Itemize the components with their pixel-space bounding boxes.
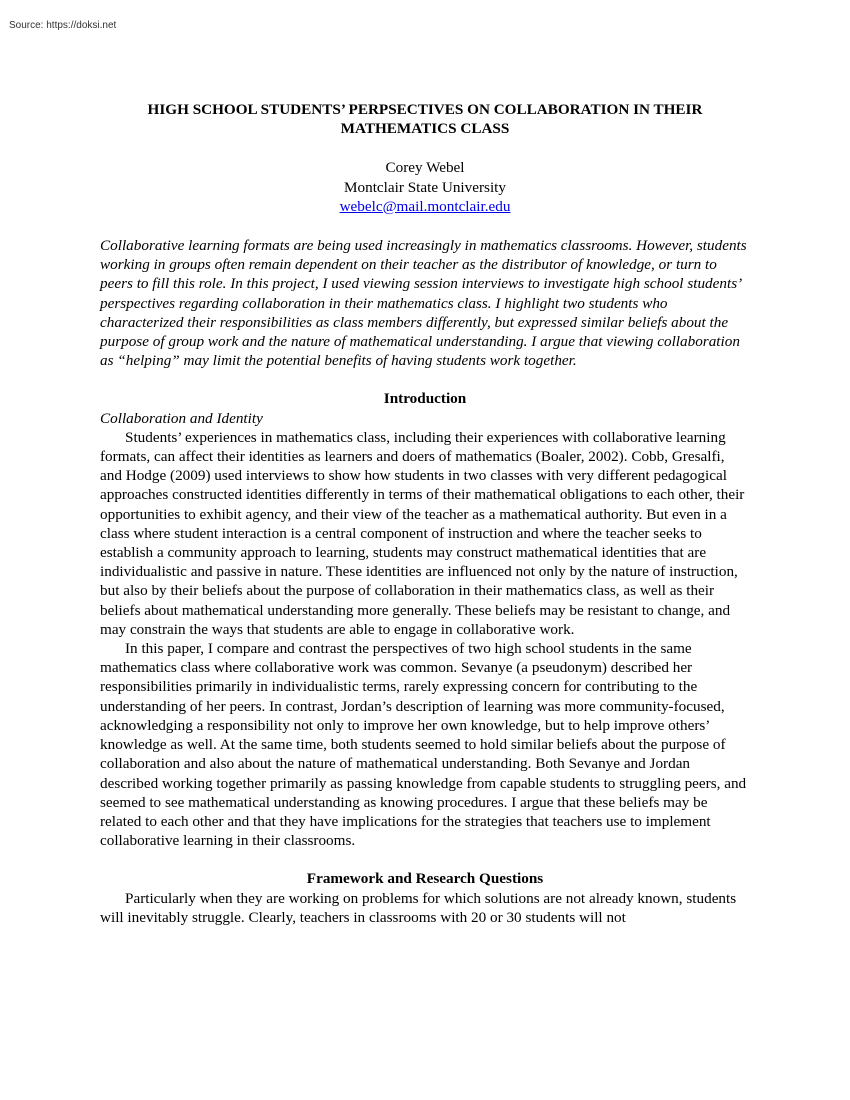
author-block (100, 158, 750, 216)
framework-heading: Framework and Research Questions (306, 870, 544, 888)
author-affiliation: Montclair State University (344, 178, 506, 196)
intro-paragraph-2: In this paper, I compare and contrast the perspectives of two high school students in the same mathematics class where collaborative work was common. Sevanye (a pseudonym) described her responsibilities primarily in individualistic terms, rarely expressing concern for contributing to the understanding of her peers. In contrast, Jordan’s description of learning was more community-focused, acknowledging a responsibility not only to improve her own knowledge, but to help improve others’ knowledge as well. At the same time, both students seemed to hold similar beliefs about the purpose of collaboration and also about the nature of mathematical understanding. Both Sevanye and Jordan described working together primarily as passing knowledge from capable students to struggling peers, and seemed to see mathematical understanding as knowing procedures. I argue that these beliefs may be related to each other and that they have implications for the strategies that teachers use to implement collaborative learning in their classrooms. (100, 640, 747, 850)
intro-paragraph-1: Students’ experiences in mathematics class, including their experiences with collaborative learning formats, can affect their identities as learners and doers of mathematics (Boaler, 2002). Cobb, Gresalfi, and Hodge (2009) used interviews to show how students in two classes with very different pedagogical approaches constructed identities differently in terms of their mathematical obligations to each other, their opportunities to exhibit agency, and their view of the teacher as a mathematical authority. But even in a class where student interaction is a central component of instruction and where the teacher seeks to establish a community approach to learning, students may construct mathematical identities that are individualistic and passive in nature. These identities are influenced not only by the nature of instruction, but also by their beliefs about the purpose of collaboration in their mathematics class, as well as their beliefs about mathematical understanding more generally. These beliefs may be resistant to change, and may constrain the ways that students are able to engage in collaborative work. (100, 428, 745, 638)
introduction-heading: Introduction (383, 390, 467, 408)
author-name: Corey Webel (385, 159, 465, 177)
paper-page (100, 100, 750, 927)
paper-title: HIGH SCHOOL STUDENTS’ PERPSECTIVES ON COLLABORATION IN THEIR MATHEMATICS CLASS (147, 101, 703, 138)
author-email-link[interactable]: webelc@mail.montclair.edu (339, 197, 511, 215)
abstract: Collaborative learning formats are being used increasingly in mathematics classrooms. However, students working in groups often remain dependent on their teacher as the distributor of knowledge, or turn to peers to fill this role. In this project, I used viewing session interviews to investigate high school students’ perspectives regarding collaboration in their mathematics class. I highlight two students who characterized their responsibilities as class members differently, but expressed similar beliefs about the purpose of group work and the nature of mathematical understanding. I argue that viewing collaboration as “helping” may limit the potential benefits of having students work together. (100, 237, 747, 370)
source-label: Source: https://doksi.net (9, 20, 117, 31)
framework-paragraph: Particularly when they are working on problems for which solutions are not already known, students will inevitably struggle. Clearly, teachers in classrooms with 20 or 30 students will not (100, 889, 737, 926)
subsection-heading: Collaboration and Identity (100, 409, 263, 427)
